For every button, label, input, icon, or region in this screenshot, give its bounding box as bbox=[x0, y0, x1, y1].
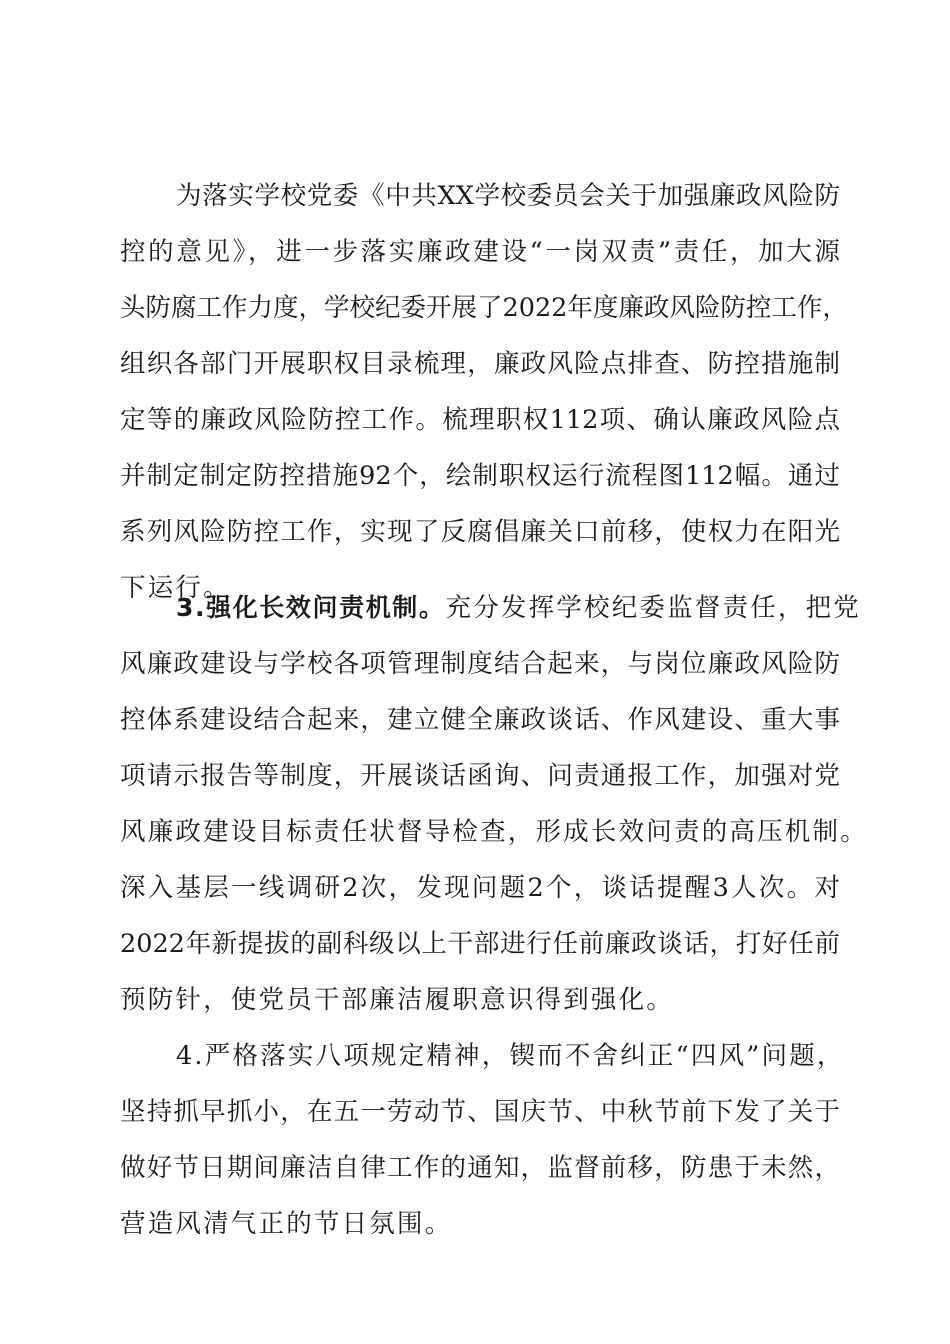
paragraph-3-line-4: 营造风清气正的节日氛围。 bbox=[120, 1209, 453, 1239]
paragraph-2-first-line-text: 充分发挥学校纪委监督责任，把党 bbox=[445, 593, 862, 623]
paragraph-1-line-7: 系列风险防控工作，实现了反腐倡廉关口前移，使权力在阳光 bbox=[120, 517, 840, 547]
paragraph-2-line-5: 风廉政建设目标责任状督导检查，形成长效问责的高压机制。 bbox=[120, 817, 868, 847]
section-heading: 3.强化长效问责机制。 bbox=[176, 593, 446, 622]
paragraph-3-line-1: 4.严格落实八项规定精神，锲而不舍纠正“四风”问题， bbox=[176, 1041, 845, 1071]
paragraph-2-line-7: 2022年新提拔的副科级以上干部进行任前廉政谈话，打好任前 bbox=[120, 929, 840, 959]
paragraph-2-line-2: 风廉政建设与学校各项管理制度结合起来，与岗位廉政风险防 bbox=[120, 649, 840, 679]
paragraph-1-line-5: 定等的廉政风险防控工作。梳理职权112项、确认廉政风险点 bbox=[120, 405, 840, 435]
paragraph-3-line-3: 做好节日期间廉洁自律工作的通知，监督前移，防患于未然， bbox=[120, 1153, 840, 1183]
paragraph-2-line-8: 预防针，使党员干部廉洁履职意识得到强化。 bbox=[120, 985, 675, 1015]
paragraph-1-line-4: 组织各部门开展职权目录梳理，廉政风险点排查、防控措施制 bbox=[120, 349, 840, 379]
paragraph-1-line-2: 控的意见》，进一步落实廉政建设“一岗双责”责任，加大源 bbox=[120, 237, 840, 267]
paragraph-1-line-8: 下运行。 bbox=[120, 573, 231, 603]
paragraph-3-line-2: 坚持抓早抓小，在五一劳动节、国庆节、中秋节前下发了关于 bbox=[120, 1097, 840, 1127]
paragraph-2-line-4: 项请示报告等制度，开展谈话函询、问责通报工作，加强对党 bbox=[120, 761, 840, 791]
paragraph-2-line-3: 控体系建设结合起来，建立健全廉政谈话、作风建设、重大事 bbox=[120, 705, 840, 735]
paragraph-1-line-6: 并制定制定防控措施92个，绘制职权运行流程图112幅。通过 bbox=[120, 461, 840, 491]
paragraph-1-line-3: 头防腐工作力度，学校纪委开展了2022年度廉政风险防控工作， bbox=[120, 293, 848, 323]
paragraph-1-line-1: 为落实学校党委《中共XX学校委员会关于加强廉政风险防 bbox=[176, 181, 840, 211]
paragraph-2-first-line bbox=[176, 588, 861, 628]
paragraph-2-line-6: 深入基层一线调研2次，发现问题2个，谈话提醒3人次。对 bbox=[120, 873, 840, 903]
